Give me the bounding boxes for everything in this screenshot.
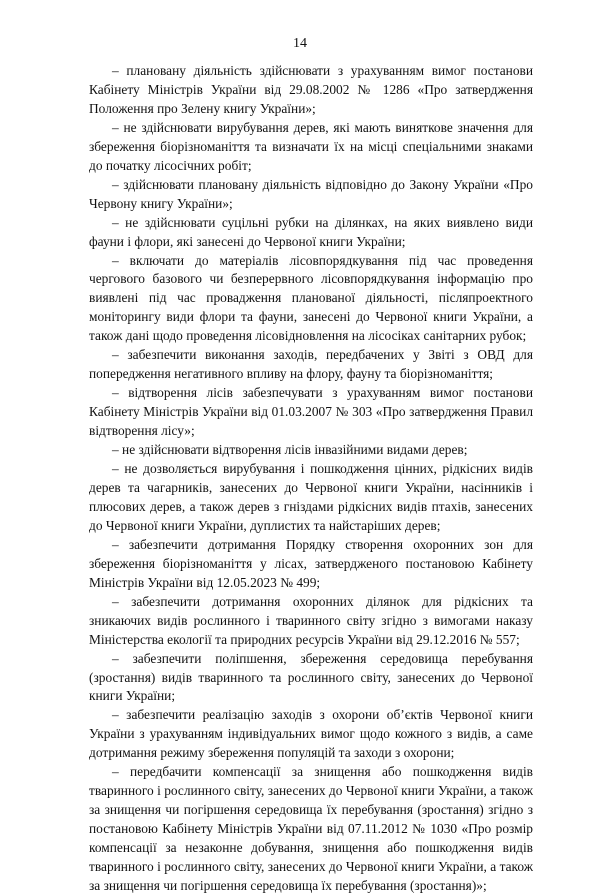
document-body <box>89 62 533 896</box>
paragraph-protective-zones: – забезпечити дотримання Порядку створення охоронних зон для збереження біорізноманіття у лісах, затвердженого постановою Кабінету Міністрів України від 12.05.2023 № 499; <box>89 536 533 590</box>
page-number: 14 <box>293 36 307 51</box>
paragraph-ovd-measures: – забезпечити виконання заходів, передбачених у Звіті з ОВД для попередження негативного впливу на флору, фауну та біорізноманіття; <box>89 347 533 382</box>
paragraph-forest-restoration: – відтворення лісів забезпечувати з урахуванням вимог постанови Кабінету Міністрів України від 01.03.2007 № 303 «Про затвердження Правил відтворення лісу»; <box>89 385 533 439</box>
paragraph-green-book: – плановану діяльність здійснювати з урахуванням вимог постанови Кабінету Міністрів України від 29.08.2002 № 1286 «Про затвердження Положення про Зелену книгу України»; <box>89 63 533 116</box>
paragraph-habitat-improvement: – забезпечити поліпшення, збереження середовища перебування (зростання) видів тваринного та рослинного світу, занесених до Червоної книги України; <box>89 650 533 704</box>
paragraph-valuable-trees: – не дозволяється вирубування і пошкодження цінних, рідкісних видів дерев та чагарників, занесених до Червоної книги України, насінників і плюсових дерев, а також дерев з гніздами рідкісних видів птахів, занесених до Червоної книги України, дуплистих та найстаріших дерев; <box>89 461 533 533</box>
paragraph-compensation: – передбачити компенсації за знищення або пошкодження видів тваринного і рослинного світу, занесених до Червоної книги України, а також за знищення чи погіршення середовища їх перебування (зростання) згідно з постановою Кабінету Міністрів України від 07.11.2012 № 1030 «Про розмір компенсації за незаконне добування, знищення або пошкодження видів тваринного і рослинного світу, занесених до Червоної книги України, а також за знищення чи погіршення середовища їх перебування (зростання)»; <box>89 764 533 893</box>
paragraph-protection-measures: – забезпечити реалізацію заходів з охорони об’єктів Червоної книги України з урахуванням індивідуальних вимог щодо кожного з видів, а саме дотримання режиму збереження популяцій та заходи з охорони; <box>89 707 533 761</box>
paragraph-protected-plots: – забезпечити дотримання охоронних ділянок для рідкісних та зникаючих видів рослинного і тваринного світу згідно з вимогами наказу Міністерства екології та природних ресурсів України від 29.12.2016 № 557; <box>89 593 533 647</box>
paragraph-red-book-law: – здійснювати плановану діяльність відповідно до Закону України «Про Червону книгу України»; <box>89 176 533 211</box>
paragraph-tree-felling-marking: – не здійснювати вирубування дерев, які мають виняткове значення для збереження біорізноманіття та визначати їх на місці спеціальними знаками до початку лісосічних робіт; <box>89 119 533 173</box>
paragraph-forest-inventory: – включати до матеріалів лісовпорядкування під час проведення чергового базового чи безперервного лісовпорядкування інформацію про виявлені під час провадження планованої діяльності, післяпроектного моніторингу види флори та фауни, занесені до Червоної книги України, а також дані щодо проведення лісовідновлення на лісосіках санітарних рубок; <box>89 252 533 344</box>
paragraph-invasive-species: – не здійснювати відтворення лісів інвазійними видами дерев; <box>112 442 468 458</box>
paragraph-clear-cutting: – не здійснювати суцільні рубки на ділянках, на яких виявлено види фауни і флори, які занесені до Червоної книги України; <box>89 214 533 249</box>
